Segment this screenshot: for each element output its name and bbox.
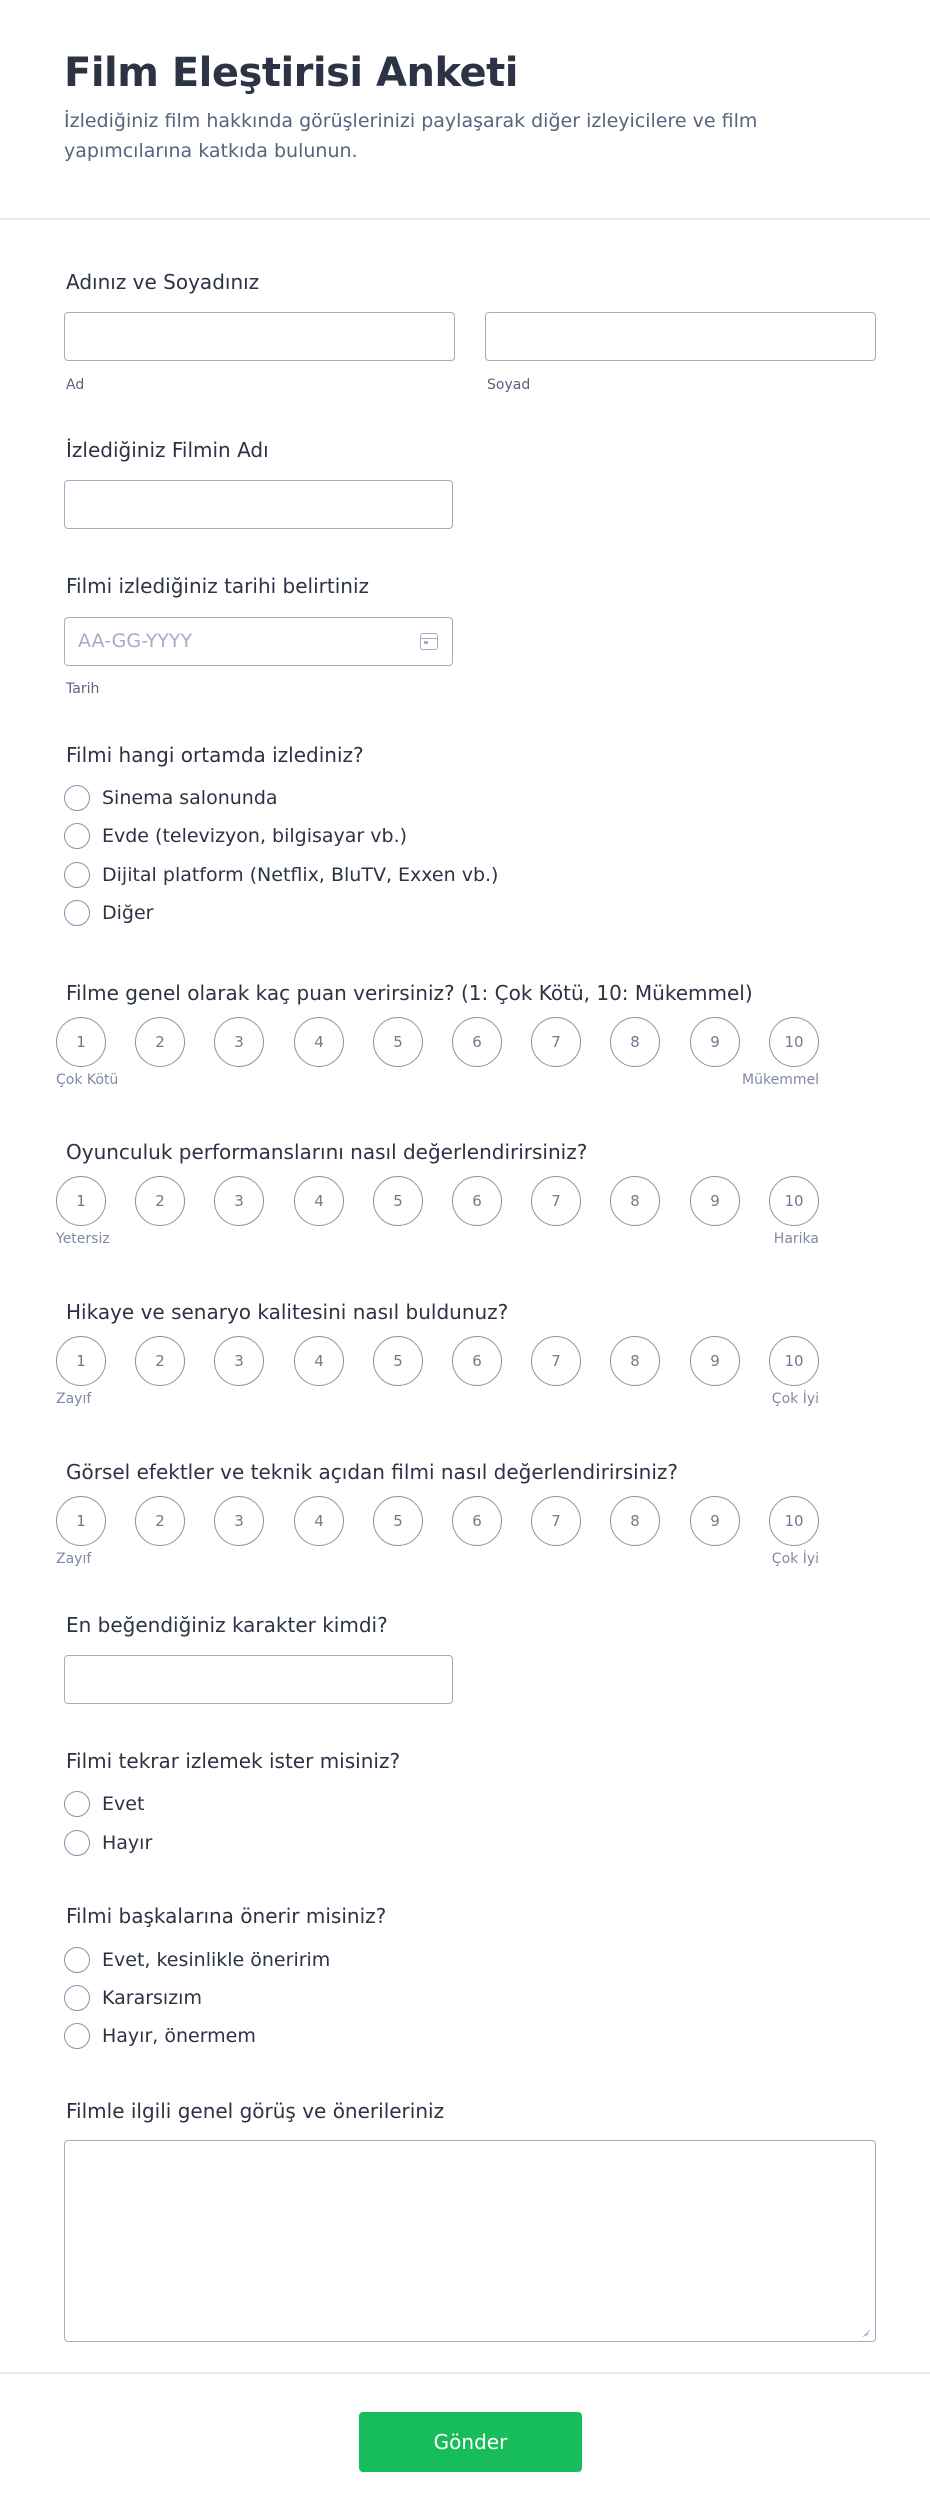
submit-button[interactable]: Gönder bbox=[359, 2412, 582, 2472]
medium-option-label: Sinema salonunda bbox=[102, 787, 278, 809]
form-title: Film Eleştirisi Anketi bbox=[64, 50, 518, 96]
scale-option-button[interactable]: 6 bbox=[452, 1336, 502, 1386]
scale-option-button[interactable]: 4 bbox=[294, 1017, 344, 1067]
medium-option-label: Dijital platform (Netflix, BluTV, Exxen vb.) bbox=[102, 864, 499, 886]
scale-option-button[interactable]: 7 bbox=[531, 1176, 581, 1226]
rewatch-question-label: Filmi tekrar izlemek ister misiniz? bbox=[66, 1749, 401, 1773]
scale-option-button[interactable]: 3 bbox=[214, 1336, 264, 1386]
character-question-label: En beğendiğiniz karakter kimdi? bbox=[66, 1613, 388, 1637]
recommend-option[interactable] bbox=[64, 2021, 256, 2051]
medium-question-label: Filmi hangi ortamda izlediniz? bbox=[66, 743, 364, 767]
first-name-sublabel: Ad bbox=[66, 377, 85, 393]
scale-option-button[interactable]: 10 bbox=[769, 1017, 819, 1067]
scale-option-button[interactable]: 2 bbox=[135, 1176, 185, 1226]
scale-high-label: Mükemmel bbox=[742, 1072, 819, 1088]
scale-option-button[interactable]: 6 bbox=[452, 1176, 502, 1226]
scale-option-button[interactable]: 8 bbox=[610, 1496, 660, 1546]
radio-button[interactable] bbox=[64, 1830, 90, 1856]
radio-button[interactable] bbox=[64, 900, 90, 926]
scale-option-button[interactable]: 4 bbox=[294, 1336, 344, 1386]
scale-option-button[interactable]: 4 bbox=[294, 1176, 344, 1226]
form-description: İzlediğiniz film hakkında görüşlerinizi paylaşarak diğer izleyicilere ve film yapımcılarına katkıda bulunun. bbox=[64, 110, 758, 162]
medium-option[interactable] bbox=[64, 898, 153, 928]
scale-high-label: Çok İyi bbox=[771, 1391, 819, 1407]
scale-question-label: Hikaye ve senaryo kalitesini nasıl buldunuz? bbox=[66, 1300, 509, 1324]
name-question-label: Adınız ve Soyadınız bbox=[66, 270, 260, 294]
radio-button[interactable] bbox=[64, 1985, 90, 2011]
scale-option-button[interactable]: 7 bbox=[531, 1017, 581, 1067]
scale-option-button[interactable]: 9 bbox=[690, 1017, 740, 1067]
scale-option-button[interactable]: 7 bbox=[531, 1336, 581, 1386]
scale-high-label: Harika bbox=[773, 1231, 819, 1247]
rewatch-option[interactable] bbox=[64, 1789, 144, 1819]
scale-option-button[interactable]: 8 bbox=[610, 1336, 660, 1386]
radio-button[interactable] bbox=[64, 862, 90, 888]
medium-option-label: Evde (televizyon, bilgisayar vb.) bbox=[102, 825, 408, 847]
scale-option-button[interactable]: 2 bbox=[135, 1336, 185, 1386]
radio-button[interactable] bbox=[64, 785, 90, 811]
comments-question-label: Filmle ilgili genel görüş ve önerileriniz bbox=[66, 2099, 445, 2123]
scale-option-button[interactable]: 1 bbox=[56, 1017, 106, 1067]
scale-option-button[interactable]: 9 bbox=[690, 1336, 740, 1386]
form-header bbox=[0, 0, 930, 220]
comments-textarea[interactable] bbox=[64, 2140, 876, 2342]
scale-high-label: Çok İyi bbox=[771, 1551, 819, 1567]
scale-option-button[interactable]: 1 bbox=[56, 1176, 106, 1226]
scale-low-label: Yetersiz bbox=[56, 1231, 110, 1247]
last-name-sublabel: Soyad bbox=[487, 377, 531, 393]
film-name-input[interactable] bbox=[64, 480, 453, 529]
last-name-input[interactable] bbox=[485, 312, 876, 361]
scale-option-button[interactable]: 7 bbox=[531, 1496, 581, 1546]
recommend-question-label: Filmi başkalarına önerir misiniz? bbox=[66, 1904, 387, 1928]
scale-option-button[interactable]: 3 bbox=[214, 1017, 264, 1067]
date-sublabel: Tarih bbox=[66, 681, 100, 697]
scale-option-button[interactable]: 5 bbox=[373, 1017, 423, 1067]
scale-option-button[interactable]: 4 bbox=[294, 1496, 344, 1546]
radio-button[interactable] bbox=[64, 1791, 90, 1817]
first-name-input[interactable] bbox=[64, 312, 455, 361]
scale-option-button[interactable]: 6 bbox=[452, 1017, 502, 1067]
film-name-label: İzlediğiniz Filmin Adı bbox=[66, 438, 269, 462]
date-question-label: Filmi izlediğiniz tarihi belirtiniz bbox=[66, 574, 369, 598]
recommend-option-label: Hayır, önermem bbox=[102, 2025, 256, 2047]
rewatch-option-label: Hayır bbox=[102, 1832, 153, 1854]
radio-button[interactable] bbox=[64, 1947, 90, 1973]
scale-option-button[interactable]: 9 bbox=[690, 1496, 740, 1546]
recommend-option-label: Evet, kesinlikle öneririm bbox=[102, 1949, 331, 1971]
scale-option-button[interactable]: 3 bbox=[214, 1176, 264, 1226]
scale-option-button[interactable]: 1 bbox=[56, 1336, 106, 1386]
medium-option[interactable] bbox=[64, 821, 407, 851]
scale-question-label: Oyunculuk performanslarını nasıl değerlendirirsiniz? bbox=[66, 1140, 588, 1164]
medium-option[interactable] bbox=[64, 860, 498, 890]
date-input[interactable] bbox=[64, 617, 453, 666]
scale-option-button[interactable]: 9 bbox=[690, 1176, 740, 1226]
scale-option-button[interactable]: 2 bbox=[135, 1496, 185, 1546]
scale-option-button[interactable]: 3 bbox=[214, 1496, 264, 1546]
date-placeholder: AA-GG-YYYY bbox=[78, 630, 193, 652]
recommend-option-label: Kararsızım bbox=[102, 1987, 202, 2009]
resize-grip-icon[interactable] bbox=[860, 2326, 870, 2336]
scale-question-label: Görsel efektler ve teknik açıdan filmi nasıl değerlendirirsiniz? bbox=[66, 1460, 679, 1484]
scale-option-button[interactable]: 10 bbox=[769, 1496, 819, 1546]
scale-question-label: Filme genel olarak kaç puan verirsiniz? (1: Çok Kötü, 10: Mükemmel) bbox=[66, 981, 753, 1005]
rewatch-option[interactable] bbox=[64, 1828, 152, 1858]
scale-option-button[interactable]: 8 bbox=[610, 1176, 660, 1226]
scale-option-button[interactable]: 2 bbox=[135, 1017, 185, 1067]
scale-option-button[interactable]: 5 bbox=[373, 1496, 423, 1546]
scale-option-button[interactable]: 5 bbox=[373, 1176, 423, 1226]
scale-option-button[interactable]: 6 bbox=[452, 1496, 502, 1546]
recommend-option[interactable] bbox=[64, 1983, 202, 2013]
scale-low-label: Zayıf bbox=[56, 1391, 92, 1407]
scale-option-button[interactable]: 10 bbox=[769, 1176, 819, 1226]
rewatch-option-label: Evet bbox=[102, 1793, 145, 1815]
calendar-icon[interactable] bbox=[420, 633, 438, 650]
scale-option-button[interactable]: 1 bbox=[56, 1496, 106, 1546]
scale-low-label: Çok Kötü bbox=[56, 1072, 119, 1088]
character-input[interactable] bbox=[64, 1655, 453, 1704]
medium-option[interactable] bbox=[64, 783, 278, 813]
radio-button[interactable] bbox=[64, 2023, 90, 2049]
scale-option-button[interactable]: 8 bbox=[610, 1017, 660, 1067]
medium-option-label: Diğer bbox=[102, 902, 154, 924]
scale-option-button[interactable]: 5 bbox=[373, 1336, 423, 1386]
scale-low-label: Zayıf bbox=[56, 1551, 92, 1567]
scale-option-button[interactable]: 10 bbox=[769, 1336, 819, 1386]
recommend-option[interactable] bbox=[64, 1945, 330, 1975]
radio-button[interactable] bbox=[64, 823, 90, 849]
